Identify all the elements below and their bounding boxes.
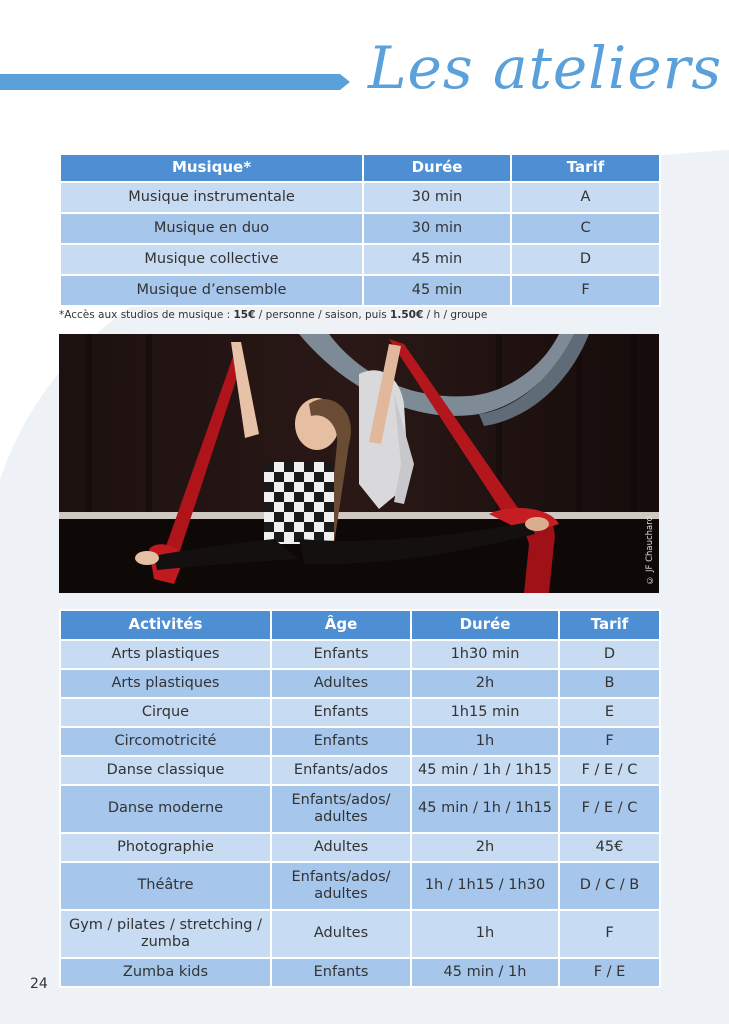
table-row <box>60 862 660 910</box>
aerial-silk-illustration <box>59 334 659 593</box>
footnote-text-middle: / personne / saison, puis <box>255 309 391 321</box>
activity-cell-duration: 1h <box>411 910 559 958</box>
music-header-tarif: Tarif <box>511 154 660 182</box>
activity-cell-age: Enfants <box>271 727 411 756</box>
activity-cell-age: Enfants <box>271 640 411 669</box>
activities-table <box>59 609 661 988</box>
activity-cell-name: Photographie <box>60 833 271 862</box>
activity-cell-rate: F <box>559 727 660 756</box>
table-row <box>60 182 660 213</box>
activity-cell-age: Enfants/ados/ adultes <box>271 862 411 910</box>
activity-cell-duration: 2h <box>411 669 559 698</box>
activity-cell-age: Enfants <box>271 958 411 987</box>
activity-cell-age: Enfants <box>271 698 411 727</box>
activity-cell-name: Danse moderne <box>60 785 271 833</box>
activity-cell-duration: 1h <box>411 727 559 756</box>
activity-cell-rate: F / E <box>559 958 660 987</box>
activity-cell-name: Gym / pilates / stretching / zumba <box>60 910 271 958</box>
music-cell-rate: D <box>511 244 660 275</box>
activity-cell-age: Adultes <box>271 833 411 862</box>
table-row <box>60 727 660 756</box>
activity-cell-duration: 1h / 1h15 / 1h30 <box>411 862 559 910</box>
footnote-season-price: 15€ <box>233 309 256 321</box>
music-header-duree: Durée <box>363 154 511 182</box>
header-accent-bar <box>0 74 350 90</box>
music-cell-duration: 45 min <box>363 275 511 306</box>
music-cell-name: Musique collective <box>60 244 363 275</box>
activity-cell-rate: F / E / C <box>559 785 660 833</box>
table-row <box>60 785 660 833</box>
activity-cell-rate: B <box>559 669 660 698</box>
activity-cell-duration: 45 min / 1h <box>411 958 559 987</box>
activity-cell-name: Zumba kids <box>60 958 271 987</box>
activity-cell-rate: D / C / B <box>559 862 660 910</box>
dancer-top-pattern <box>264 462 334 544</box>
activity-cell-name: Théâtre <box>60 862 271 910</box>
activity-cell-name: Arts plastiques <box>60 640 271 669</box>
table-row <box>60 669 660 698</box>
table-row <box>60 213 660 244</box>
activity-cell-name: Cirque <box>60 698 271 727</box>
aerial-silk-photo <box>59 334 659 593</box>
activity-cell-age: Enfants/ados/ adultes <box>271 785 411 833</box>
activities-header-age: Âge <box>271 610 411 640</box>
activity-cell-age: Adultes <box>271 910 411 958</box>
page-number: 24 <box>30 976 48 992</box>
music-cell-rate: C <box>511 213 660 244</box>
music-cell-name: Musique en duo <box>60 213 363 244</box>
table-row <box>60 910 660 958</box>
activity-cell-rate: E <box>559 698 660 727</box>
music-footnote <box>59 309 487 321</box>
music-cell-name: Musique d’ensemble <box>60 275 363 306</box>
table-row <box>60 698 660 727</box>
activity-cell-rate: 45€ <box>559 833 660 862</box>
table-row <box>60 640 660 669</box>
activity-cell-rate: F <box>559 910 660 958</box>
footnote-text-end: / h / groupe <box>423 309 488 321</box>
activity-cell-rate: F / E / C <box>559 756 660 785</box>
music-cell-duration: 30 min <box>363 213 511 244</box>
music-table <box>59 153 661 307</box>
activity-cell-name: Arts plastiques <box>60 669 271 698</box>
footnote-text-start: *Accès aux studios de musique : <box>59 309 234 321</box>
music-cell-name: Musique instrumentale <box>60 182 363 213</box>
activities-header-duree: Durée <box>411 610 559 640</box>
activity-cell-rate: D <box>559 640 660 669</box>
activity-cell-duration: 1h30 min <box>411 640 559 669</box>
music-table-header <box>60 154 660 182</box>
music-header-musique: Musique* <box>60 154 363 182</box>
table-row <box>60 244 660 275</box>
page-title: Les ateliers <box>368 34 723 102</box>
activities-header-activites: Activités <box>60 610 271 640</box>
activities-table-header <box>60 610 660 640</box>
activity-cell-duration: 2h <box>411 833 559 862</box>
activity-cell-name: Danse classique <box>60 756 271 785</box>
table-row <box>60 275 660 306</box>
music-cell-duration: 45 min <box>363 244 511 275</box>
music-cell-rate: A <box>511 182 660 213</box>
photo-credit: © JF Chauchard <box>645 516 655 585</box>
activity-cell-duration: 1h15 min <box>411 698 559 727</box>
table-row <box>60 958 660 987</box>
activity-cell-name: Circomotricité <box>60 727 271 756</box>
footnote-hour-price: 1.50€ <box>390 309 424 321</box>
activity-cell-duration: 45 min / 1h / 1h15 <box>411 785 559 833</box>
activity-cell-age: Adultes <box>271 669 411 698</box>
music-cell-duration: 30 min <box>363 182 511 213</box>
activity-cell-duration: 45 min / 1h / 1h15 <box>411 756 559 785</box>
music-cell-rate: F <box>511 275 660 306</box>
activity-cell-age: Enfants/ados <box>271 756 411 785</box>
table-row <box>60 833 660 862</box>
table-row <box>60 756 660 785</box>
activities-header-tarif: Tarif <box>559 610 660 640</box>
